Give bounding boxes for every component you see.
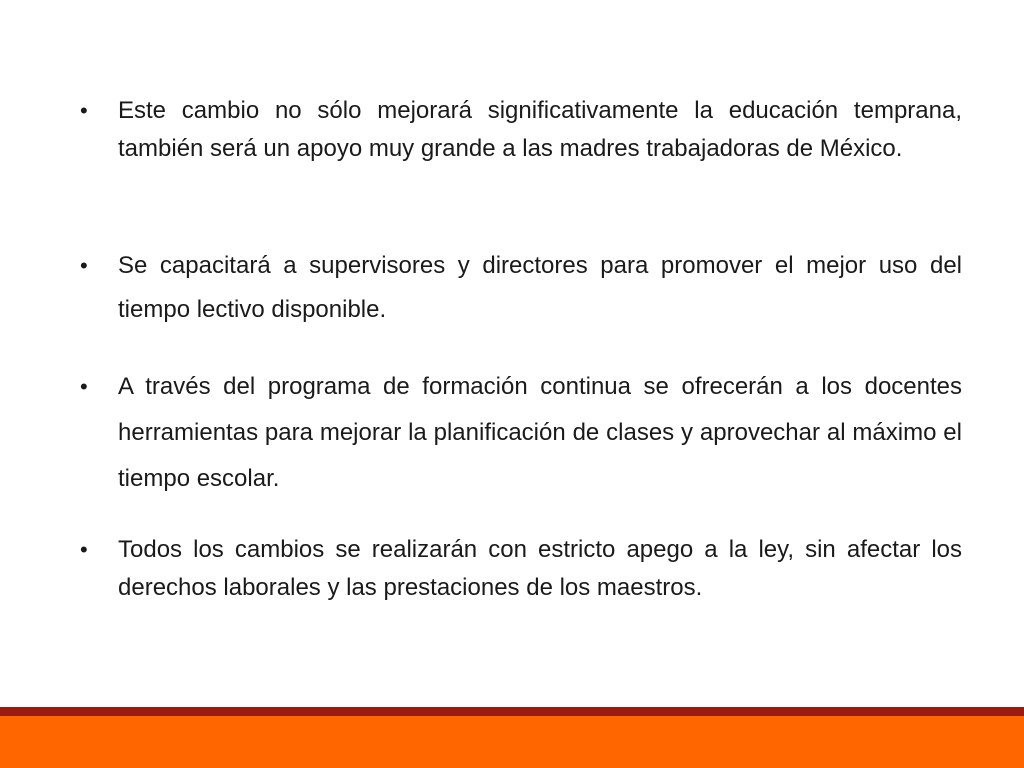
bullet-item [80, 244, 962, 332]
bullet-icon: • [80, 253, 88, 278]
bullet-text: A través del programa de formación continua se ofrecerán a los docentes herramientas para mejorar la planificación de clases y aprovechar al máximo el tiempo escolar. [118, 373, 962, 492]
bullet-item [80, 531, 962, 607]
footer-orange-band [0, 716, 1024, 768]
bullet-item [80, 364, 962, 502]
bullet-icon: • [80, 374, 88, 399]
bullet-text: Se capacitará a supervisores y directores para promover el mejor uso del tiempo lectivo disponible. [118, 252, 962, 323]
bullet-icon: • [80, 98, 88, 123]
bullet-text: Este cambio no sólo mejorará significativamente la educación temprana, también será un apoyo muy grande a las madres trabajadoras de México. [118, 97, 962, 162]
bullet-icon: • [80, 537, 88, 562]
footer-dark-stripe [0, 707, 1024, 716]
bullet-item [80, 92, 962, 168]
bullet-text: Todos los cambios se realizarán con estricto apego a la ley, sin afectar los derechos laborales y las prestaciones de los maestros. [118, 536, 962, 601]
